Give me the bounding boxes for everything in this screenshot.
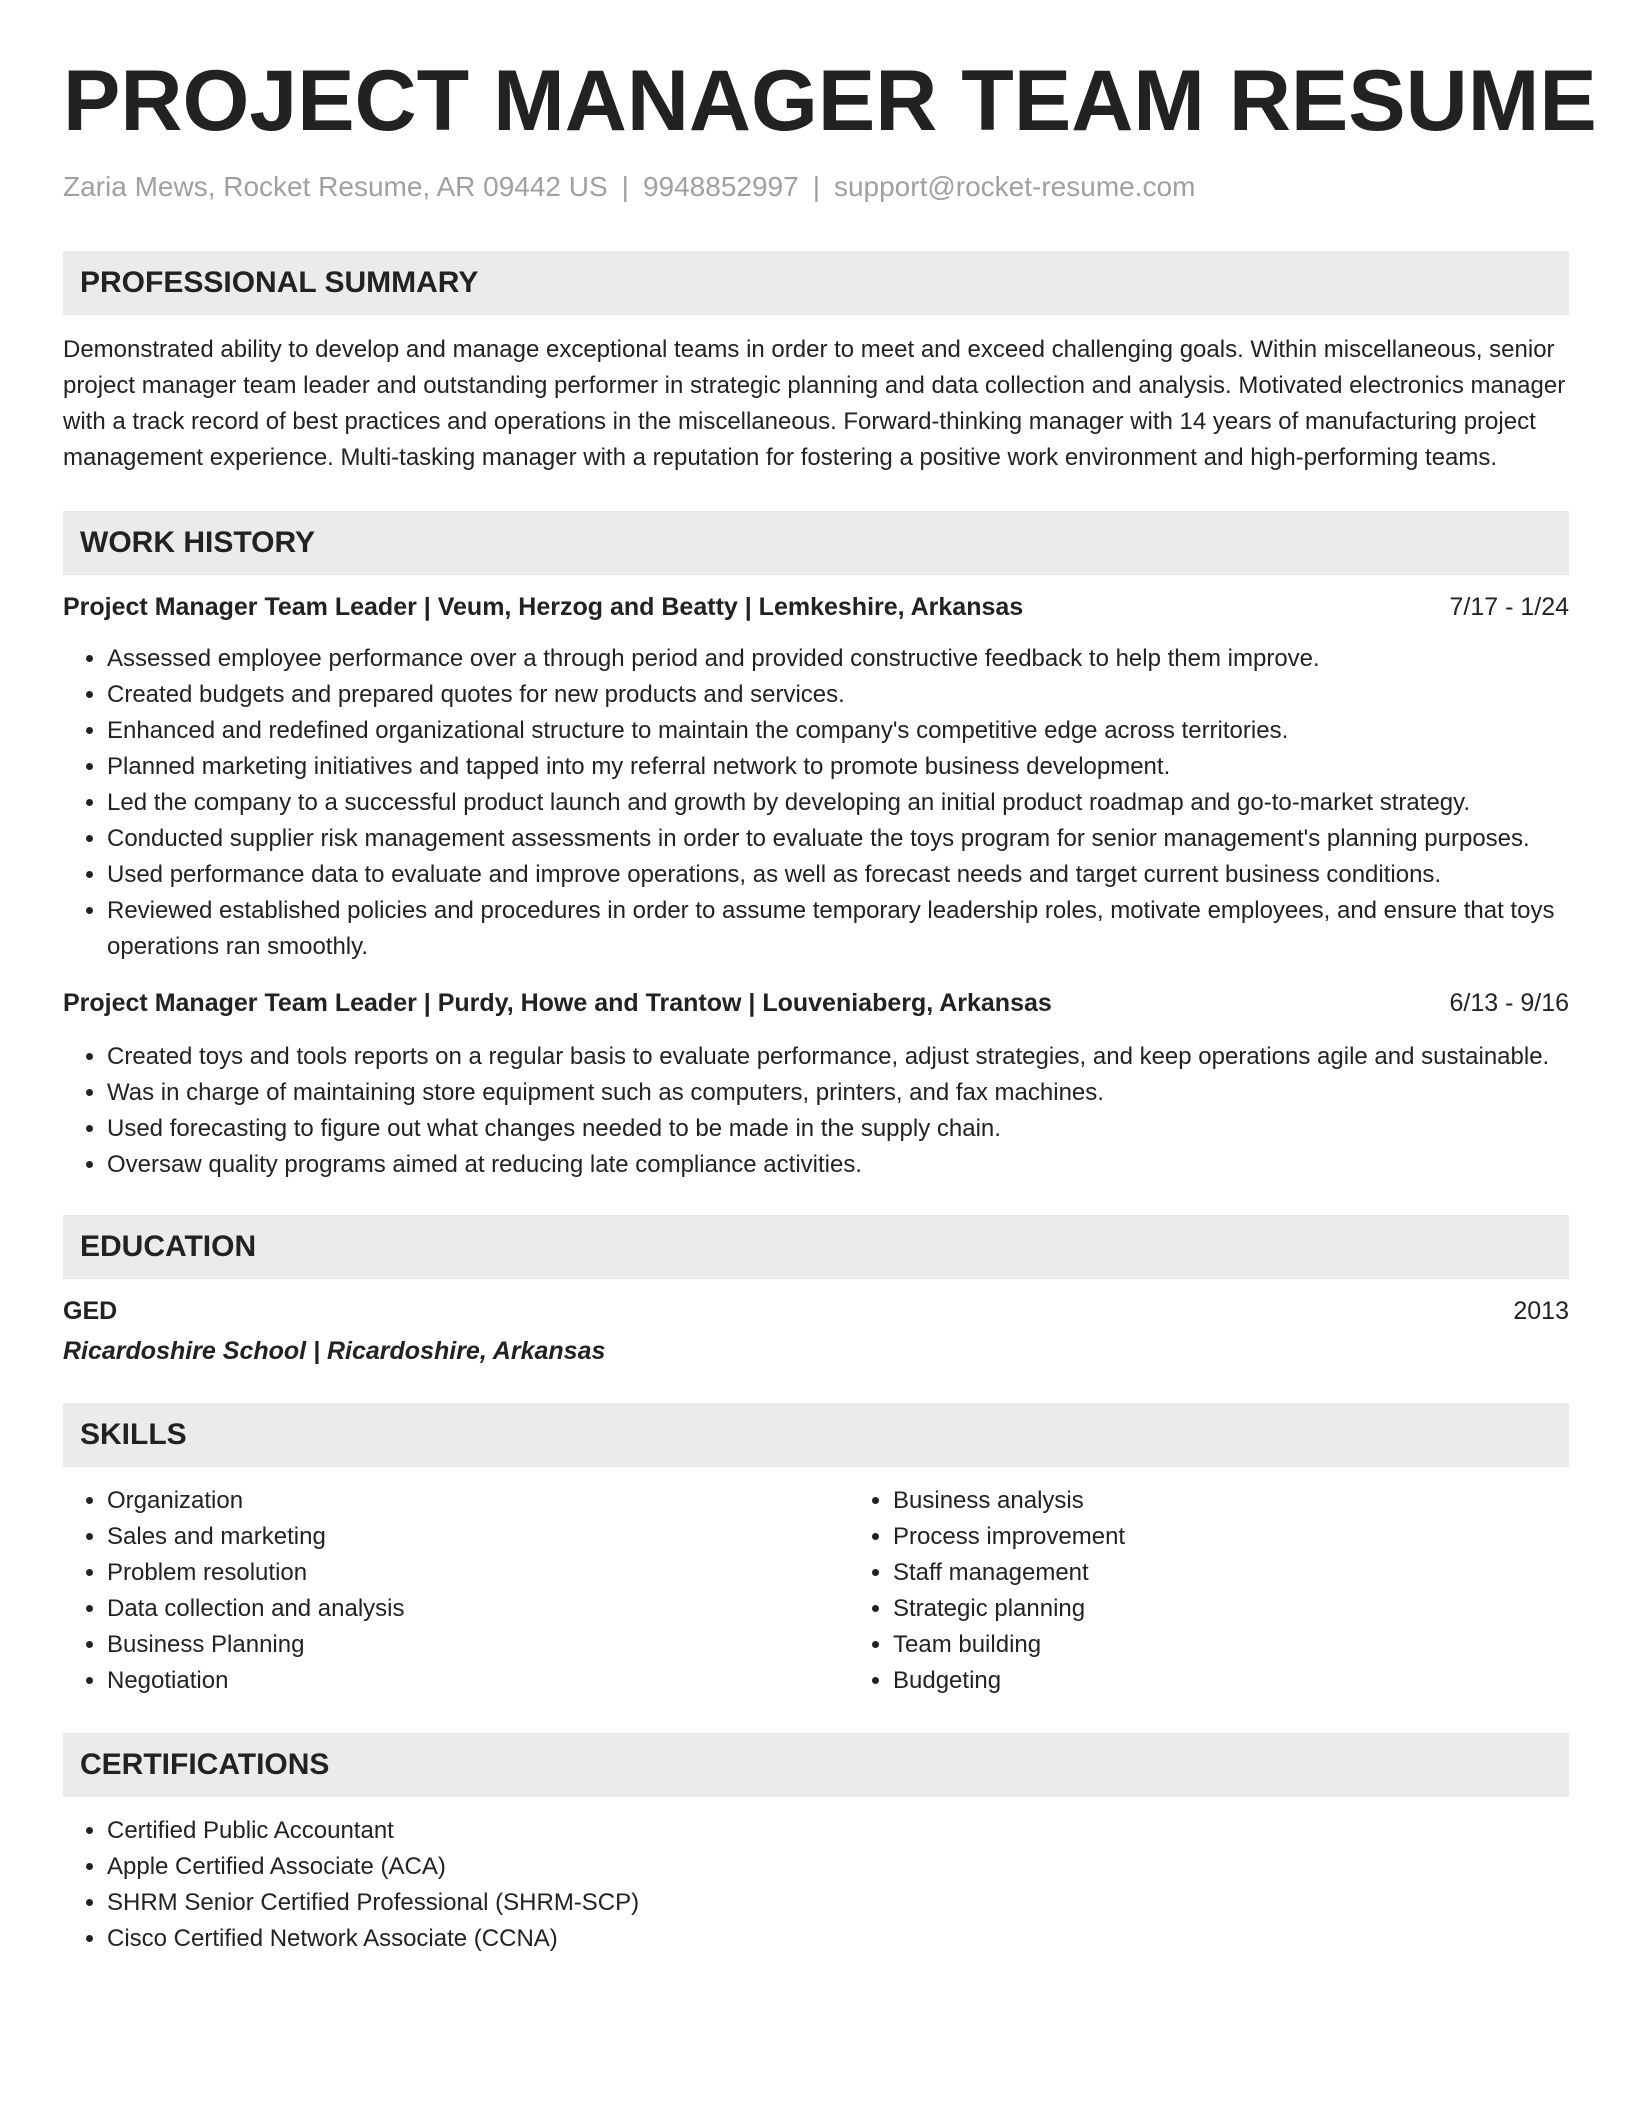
list-item: • Enhanced and redefined organizational structure to maintain the company's competitive edge across territories.	[107, 713, 1569, 749]
list-item: • Created budgets and prepared quotes for new products and services.	[107, 677, 1569, 713]
summary-text: Demonstrated ability to develop and manage exceptional teams in order to meet and exceed challenging goals. Within miscellaneous, senior project manager team leader and outstanding performer in strategic planning and data collection and analysis. Motivated electronics manager with a track record of best practices and operations in the miscellaneous. Forward-thinking manager with 14 years of manufacturing project management experience. Multi-tasking manager with a reputation for fostering a positive work environment and high-performing teams.	[63, 335, 1566, 471]
education-header	[63, 1293, 1569, 1329]
list-item: • Business Planning	[107, 1627, 849, 1663]
list-item: • Apple Certified Associate (ACA)	[107, 1849, 1569, 1885]
list-item: • SHRM Senior Certified Professional (SHRM-SCP)	[107, 1885, 1569, 1921]
skills-heading: SKILLS	[63, 1403, 1569, 1467]
contact-address: Zaria Mews, Rocket Resume, AR 09442 US	[63, 171, 608, 202]
list-item: • Team building	[893, 1627, 1125, 1663]
skills-list-left	[63, 1483, 849, 1699]
list-item: • Oversaw quality programs aimed at reducing late compliance activities.	[107, 1147, 1569, 1183]
list-item: • Problem resolution	[107, 1555, 849, 1591]
list-item: • Created toys and tools reports on a regular basis to evaluate performance, adjust strategies, and keep operations agile and sustainable.	[107, 1039, 1569, 1075]
job-header	[63, 985, 1569, 1021]
list-item: • Planned marketing initiatives and tapped into my referral network to promote business development.	[107, 749, 1569, 785]
list-item: • Business analysis	[893, 1483, 1125, 1519]
list-item: • Conducted supplier risk management assessments in order to evaluate the toys program for senior management's planning purposes.	[107, 821, 1569, 857]
education-heading: EDUCATION	[63, 1215, 1569, 1279]
list-item: • Certified Public Accountant	[107, 1813, 1569, 1849]
contact-line	[63, 170, 1569, 204]
education-year: 2013	[1513, 1296, 1569, 1325]
contact-email: support@rocket-resume.com	[833, 171, 1196, 202]
job-bullets	[63, 641, 1569, 965]
education-degree: GED	[63, 1296, 118, 1325]
list-item: • Assessed employee performance over a through period and provided constructive feedback to help them improve.	[107, 641, 1569, 677]
education-school: Ricardoshire School | Ricardoshire, Arkansas	[63, 1336, 606, 1365]
skills-columns	[63, 1483, 1569, 1699]
contact-separator: |	[621, 171, 629, 202]
list-item: • Negotiation	[107, 1663, 849, 1699]
certifications-heading: CERTIFICATIONS	[63, 1733, 1569, 1797]
list-item: • Organization	[107, 1483, 849, 1519]
list-item: • Reviewed established policies and procedures in order to assume temporary leadership roles, motivate employees, and ensure that toys operations ran smoothly.	[107, 893, 1569, 965]
certifications-list	[63, 1813, 1569, 1957]
list-item: • Cisco Certified Network Associate (CCNA)	[107, 1921, 1569, 1957]
summary-heading: PROFESSIONAL SUMMARY	[63, 251, 1569, 315]
list-item: • Led the company to a successful product launch and growth by developing an initial product roadmap and go-to-market strategy.	[107, 785, 1569, 821]
list-item: • Staff management	[893, 1555, 1125, 1591]
list-item: • Was in charge of maintaining store equipment such as computers, printers, and fax machines.	[107, 1075, 1569, 1111]
work-history-heading: WORK HISTORY	[63, 511, 1569, 575]
skills-list-right	[849, 1483, 1125, 1699]
list-item: • Budgeting	[893, 1663, 1125, 1699]
list-item: • Process improvement	[893, 1519, 1125, 1555]
list-item: • Strategic planning	[893, 1591, 1125, 1627]
job-title: Project Manager Team Leader | Veum, Herzog and Beatty | Lemkeshire, Arkansas	[63, 592, 1024, 621]
list-item: • Used forecasting to figure out what changes needed to be made in the supply chain.	[107, 1111, 1569, 1147]
list-item: • Sales and marketing	[107, 1519, 849, 1555]
list-item: • Data collection and analysis	[107, 1591, 849, 1627]
contact-separator: |	[812, 171, 820, 202]
list-item: • Used performance data to evaluate and improve operations, as well as forecast needs and target current business conditions.	[107, 857, 1569, 893]
job-title: Project Manager Team Leader | Purdy, Howe and Trantow | Louveniaberg, Arkansas	[63, 988, 1052, 1017]
job-dates: 7/17 - 1/24	[1449, 592, 1569, 621]
job-header	[63, 589, 1569, 625]
contact-phone: 9948852997	[642, 171, 799, 202]
resume-title: PROJECT MANAGER TEAM RESUME	[63, 53, 1597, 149]
job-dates: 6/13 - 9/16	[1449, 988, 1569, 1017]
job-bullets	[63, 1039, 1569, 1183]
